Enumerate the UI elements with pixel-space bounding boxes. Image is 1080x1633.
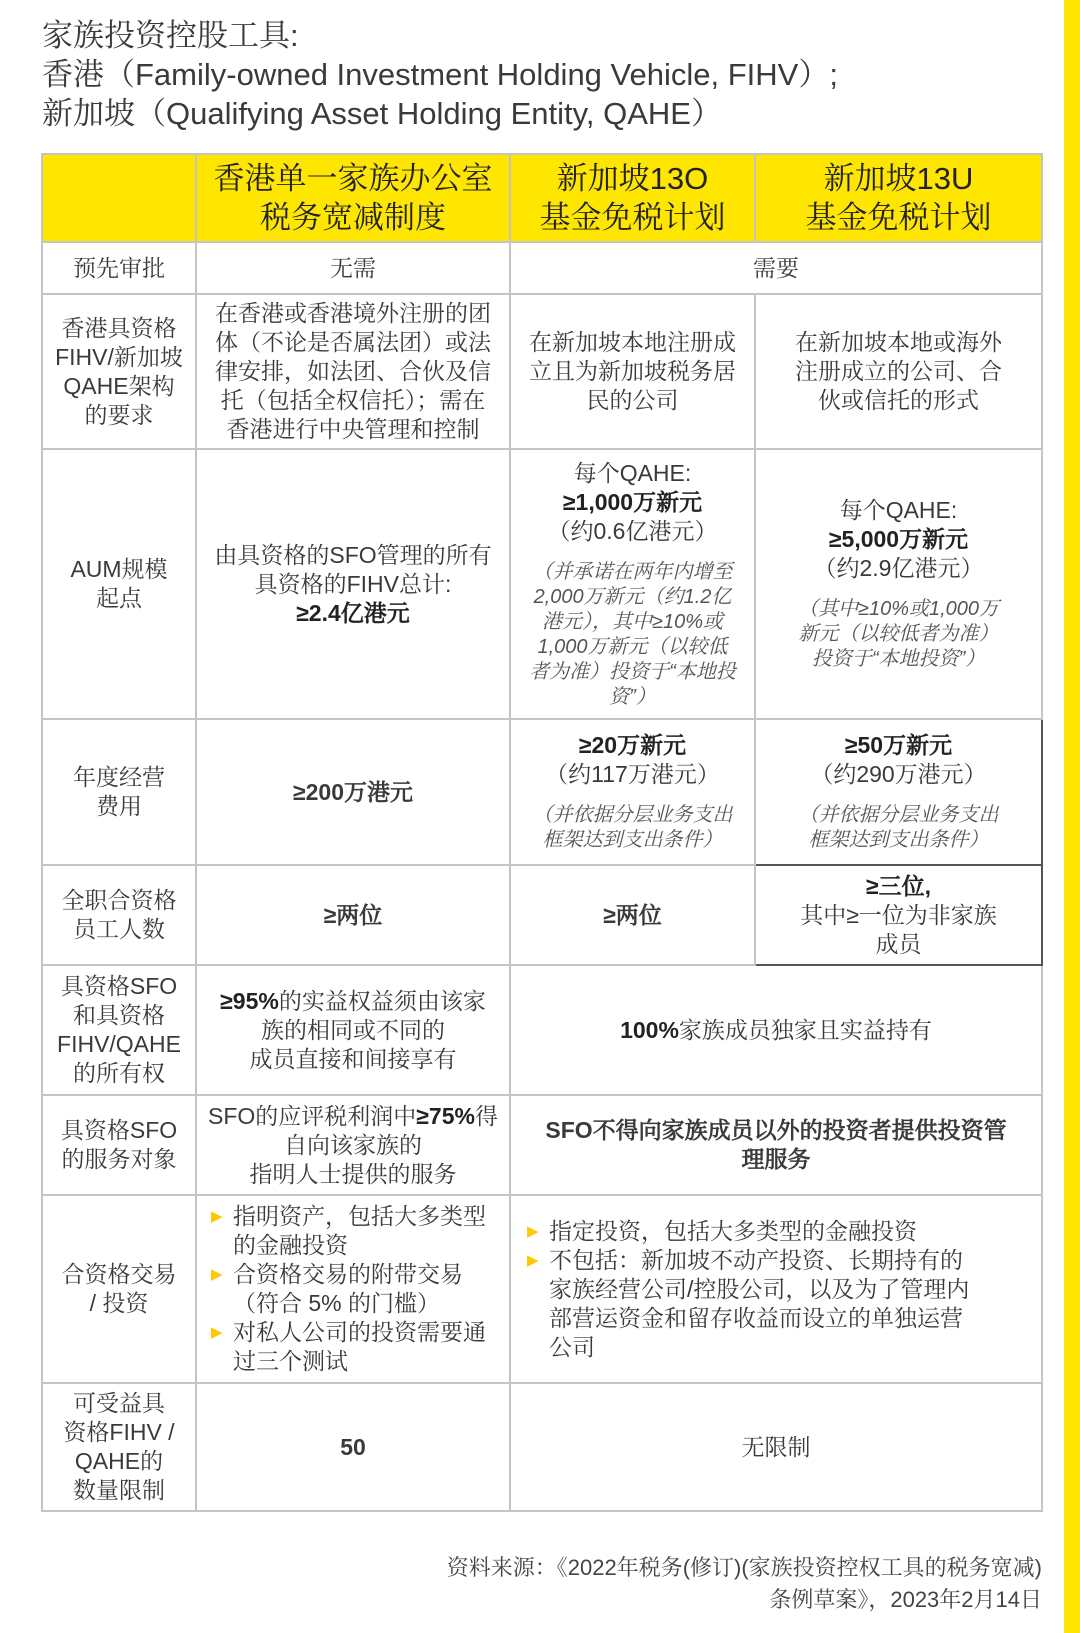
- aum-sg-13u: 每个QAHE: ≥5,000万新元 （约2.9亿港元） （其中≥10%或1,000万 新元（以较低者为准） 投资于“本地投资”）: [755, 449, 1042, 719]
- row-label-ownership: 具资格SFO 和具资格 FIHV/QAHE 的所有权: [42, 965, 196, 1095]
- source-note: [447, 1552, 1042, 1616]
- row-aum: [42, 449, 1042, 719]
- row-label-expense: 年度经营 费用: [42, 719, 196, 865]
- aum-sg-13o: 每个QAHE: ≥1,000万新元 （约0.6亿港元） （并承诺在两年内增至 2,000万新元（约1.2亿 港元），其中≥10%或 1,000万新元（以较低 者为准）投资于“本地投 资”）: [510, 449, 755, 719]
- row-label-aum: AUM规模 起点: [42, 449, 196, 719]
- row-label-service: 具资格SFO 的服务对象: [42, 1095, 196, 1195]
- row-staff: [42, 865, 1042, 965]
- structure-hk: 在香港或香港境外注册的团 体（不论是否属法团）或法 律安排，如法团、合伙及信 托（包括全权信托）；需在 香港进行中央管理和控制: [196, 294, 510, 449]
- row-structure: [42, 294, 1042, 449]
- transactions-sg: [510, 1195, 1042, 1383]
- aum-sg-13u-note: （其中≥10%或1,000万 新元（以较低者为准） 投资于“本地投资”）: [797, 598, 1000, 670]
- comparison-table: [41, 153, 1043, 1512]
- aum-hk: 由具资格的SFO管理的所有 具资格的FIHV总计: ≥2.4亿港元: [196, 449, 510, 719]
- row-limit: [42, 1383, 1042, 1511]
- row-transactions: [42, 1195, 1042, 1383]
- triangle-bullet-icon: ▶: [527, 1251, 539, 1269]
- staff-sg-13o: ≥两位: [510, 865, 755, 965]
- row-expense: [42, 719, 1042, 865]
- header-blank-cell: [42, 154, 196, 242]
- aum-sg-13o-note: （并承诺在两年内增至 2,000万新元（约1.2亿 港元），其中≥10%或 1,000万新元（以较低 者为准）投资于“本地投 资”）: [529, 560, 736, 708]
- structure-sg-13o: 在新加坡本地注册成 立且为新加坡税务居 民的公司: [510, 294, 755, 449]
- source-line-1: 资料来源：《2022年税务(修订)(家族投资控权工具的税务宽减): [446, 1555, 1042, 1580]
- list-item: ▶ 指定投资，包括大多类型的金融投资: [527, 1217, 917, 1244]
- row-label-limit: 可受益具 资格FIHV / QAHE的 数量限制: [42, 1383, 196, 1511]
- list-item: ▶ 指明资产，包括大多类型 的金融投资: [211, 1203, 486, 1258]
- service-sg: SFO不得向家族成员以外的投资者提供投资管 理服务: [510, 1095, 1042, 1195]
- expense-sg-13o-note: （并依据分层业务支出 框架达到支出条件）: [532, 804, 733, 851]
- transactions-sg-list: [523, 1217, 1029, 1362]
- transactions-hk: [196, 1195, 510, 1383]
- list-item: ▶ 不包括：新加坡不动产投资、长期持有的 家族经营公司/控股公司，以及为了管理内 部营运资金和留存收益而设立的单独运营 公司: [527, 1246, 970, 1360]
- ownership-sg: 100%家族成员独家且实益持有: [510, 965, 1042, 1095]
- expense-sg-13o: ≥20万新元 （约117万港元） （并依据分层业务支出 框架达到支出条件）: [510, 719, 755, 865]
- page-heading: [42, 16, 838, 133]
- source-line-2: 条例草案》，2023年2月14日: [769, 1587, 1042, 1612]
- header-row: [42, 154, 1042, 242]
- transactions-hk-list: [207, 1202, 499, 1376]
- expense-sg-13u-note: （并依据分层业务支出 框架达到支出条件）: [798, 804, 999, 851]
- header-hk-sfo: 香港单一家族办公室 税务宽减制度: [196, 154, 510, 242]
- ownership-hk: ≥95%的实益权益须由该家 族的相同或不同的 成员直接和间接享有: [196, 965, 510, 1095]
- service-hk: SFO的应评税利润中≥75%得 自向该家族的 指明人士提供的服务: [196, 1095, 510, 1195]
- yellow-side-bar: [1064, 0, 1080, 1633]
- triangle-bullet-icon: ▶: [527, 1222, 539, 1240]
- structure-sg-13u: 在新加坡本地或海外 注册成立的公司、合 伙或信托的形式: [755, 294, 1042, 449]
- limit-hk: 50: [196, 1383, 510, 1511]
- triangle-bullet-icon: ▶: [211, 1208, 223, 1225]
- heading-line-3: 新加坡（Qualifying Asset Holding Entity, QAHE）: [42, 96, 722, 131]
- staff-hk: ≥两位: [196, 865, 510, 965]
- list-item: ▶ 对私人公司的投资需要通 过三个测试: [211, 1319, 486, 1374]
- row-label-approval: 预先审批: [42, 242, 196, 294]
- heading-line-2: 香港（Family-owned Investment Holding Vehicle, FIHV）;: [42, 57, 838, 92]
- staff-sg-13u: ≥三位, 其中≥一位为非家族 成员: [755, 865, 1042, 965]
- expense-hk: ≥200万港元: [196, 719, 510, 865]
- triangle-bullet-icon: ▶: [211, 1324, 223, 1341]
- limit-sg: 无限制: [510, 1383, 1042, 1511]
- list-item: ▶ 合资格交易的附带交易 （符合 5% 的门槛）: [211, 1261, 463, 1316]
- triangle-bullet-icon: ▶: [211, 1266, 223, 1283]
- header-sg-13u: 新加坡13U 基金免税计划: [755, 154, 1042, 242]
- expense-sg-13u: ≥50万新元 （约290万港元） （并依据分层业务支出 框架达到支出条件）: [755, 719, 1042, 865]
- approval-sg: 需要: [510, 242, 1042, 294]
- row-approval: [42, 242, 1042, 294]
- row-label-structure: 香港具资格 FIHV/新加坡 QAHE架构 的要求: [42, 294, 196, 449]
- row-service: [42, 1095, 1042, 1195]
- heading-line-1: 家族投资控股工具:: [42, 18, 299, 53]
- row-label-staff: 全职合资格 员工人数: [42, 865, 196, 965]
- approval-hk: 无需: [196, 242, 510, 294]
- row-ownership: [42, 965, 1042, 1095]
- header-sg-13o: 新加坡13O 基金免税计划: [510, 154, 755, 242]
- row-label-transactions: 合资格交易 / 投资: [42, 1195, 196, 1383]
